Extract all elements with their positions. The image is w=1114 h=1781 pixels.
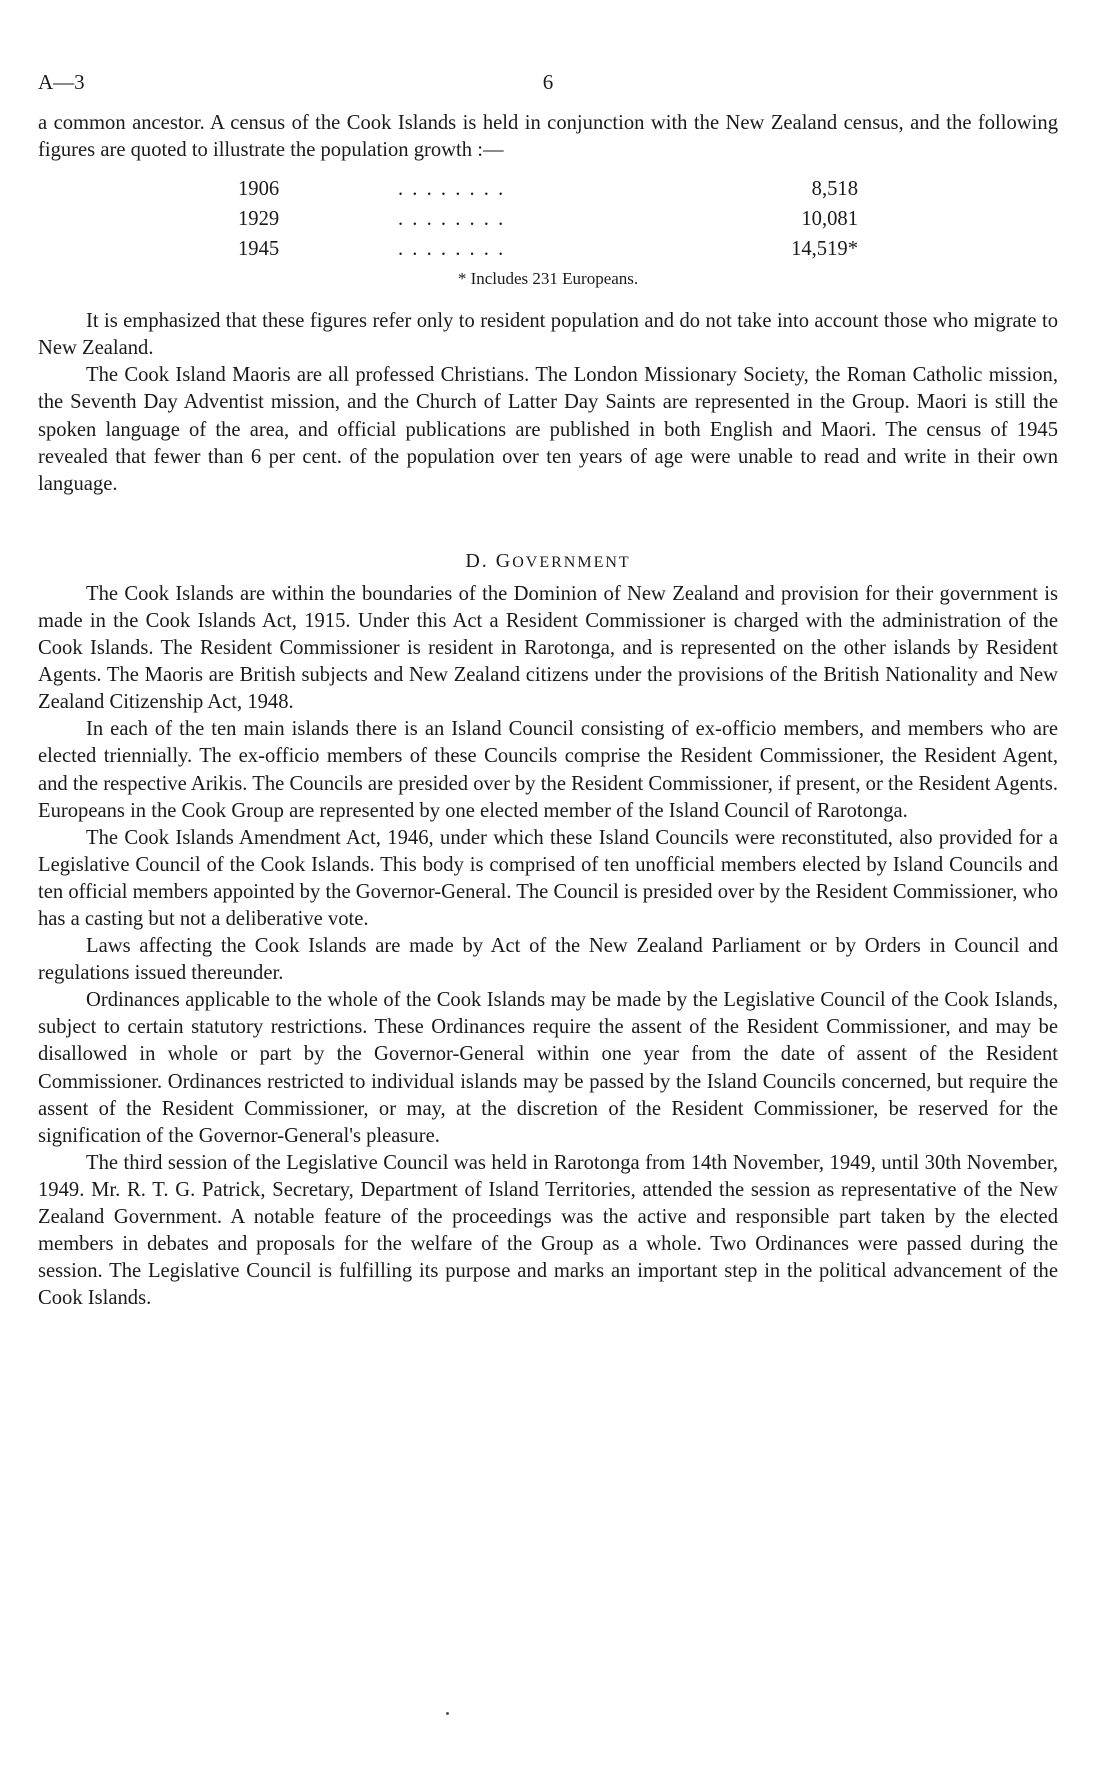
body-paragraph: The Cook Islands are within the boundaries of the Dominion of New Zealand and provision for their government is made in the Cook Islands Act, 1915. Under this Act a Resident Commissioner is charged with the administration of the Cook Islands. The Resident Commissioner is resident in Rarotonga, and is represented on the other islands by Resident Agents. The Maoris are British subjects and New Zealand citizens under the provisions of the British Nationality and New Zealand Citizenship Act, 1948.	[38, 582, 1058, 714]
page-header	[38, 70, 1058, 106]
body-paragraph: The Cook Island Maoris are all professed Christians. The London Missionary Society, the Roman Catholic mission, the Seventh Day Adventist mission, and the Church of Latter Day Saints are represented in the Group. Maori is still the spoken language of the area, and official publications are published in both English and Maori. The census of 1945 revealed that fewer than 6 per cent. of the population over ten years of age were unable to read and write in their own language.	[38, 364, 1058, 495]
table-row	[38, 204, 1058, 234]
page-number: 6	[542, 70, 554, 94]
table-footnote: * Includes 231 Europeans.	[457, 269, 639, 289]
body-paragraph: The Cook Islands Amendment Act, 1946, under which these Island Councils were reconstituted, also provided for a Legislative Council of the Cook Islands. This body is comprised of ten unofficial members elected by Island Councils and ten official members appointed by the Governor-General. The Council is presided over by the Resident Commissioner, who has a casting but not a deliberative vote.	[38, 826, 1058, 930]
body-paragraph: It is emphasized that these figures refer only to resident population and do not take into account those who migrate to New Zealand.	[38, 310, 1058, 360]
row-value: 8,518	[811, 178, 858, 201]
row-value: 14,519*	[791, 238, 858, 261]
body-paragraph: Laws affecting the Cook Islands are made by Act of the New Zealand Parliament or by Orders in Council and regulations issued thereunder.	[38, 935, 1058, 985]
document-page	[38, 70, 1058, 1312]
body-paragraph: Ordinances applicable to the whole of the Cook Islands may be made by the Legislative Council of the Cook Islands, subject to certain statutory restrictions. These Ordinances require the assent of the Resident Commissioner, and may be disallowed in whole or part by the Governor-General within one year from the date of assent of the Resident Commissioner. Ordinances restricted to individual islands may be passed by the Island Councils concerned, but require the assent of the Resident Commissioner, or may, at the discretion of the Resident Commissioner, be reserved for the signification of the Governor-General's pleasure.	[38, 989, 1058, 1147]
row-value: 10,081	[801, 208, 858, 231]
document-reference: A—3	[38, 70, 85, 94]
body-paragraph: The third session of the Legislative Council was held in Rarotonga from 14th November, 1949, until 30th November, 1949. Mr. R. T. G. Patrick, Secretary, Department of Island Territories, attended the session as representative of the New Zealand Government. A notable feature of the proceedings was the active and responsible part taken by the elected members in debates and proposals for the welfare of the Group as a whole. Two Ordinances were passed during the session. The Legislative Council is fulfilling its purpose and marks an important step in the political advancement of the Cook Islands.	[38, 1151, 1058, 1310]
section-letter: D.	[465, 549, 489, 572]
scan-speck	[446, 1712, 449, 1715]
row-leader-dots: . . . . . . . .	[398, 208, 506, 231]
row-year: 1929	[238, 208, 280, 231]
row-year: 1906	[238, 178, 280, 201]
row-year: 1945	[238, 238, 280, 261]
population-table	[38, 174, 1058, 264]
row-leader-dots: . . . . . . . .	[398, 238, 506, 261]
body-paragraph: In each of the ten main islands there is an Island Council consisting of ex-officio members, and members who are elected triennially. The ex-officio members of these Councils comprise the Resident Commissioner, the Resident Agent, and the respective Arikis. The Councils are presided over by the Resident Commissioner, if present, or the Resident Agents. Europeans in the Cook Group are represented by one elected member of the Island Council of Rarotonga.	[38, 718, 1058, 822]
intro-paragraph: a common ancestor. A census of the Cook Islands is held in conjunction with the New Zealand census, and the following figures are quoted to illustrate the population growth :—	[38, 112, 1058, 162]
section-heading	[38, 550, 1058, 573]
table-row	[38, 234, 1058, 264]
section-title-rest: OVERNMENT	[512, 553, 631, 571]
section-title-initial: G	[495, 549, 513, 572]
row-leader-dots: . . . . . . . .	[398, 178, 506, 201]
table-row	[38, 174, 1058, 204]
